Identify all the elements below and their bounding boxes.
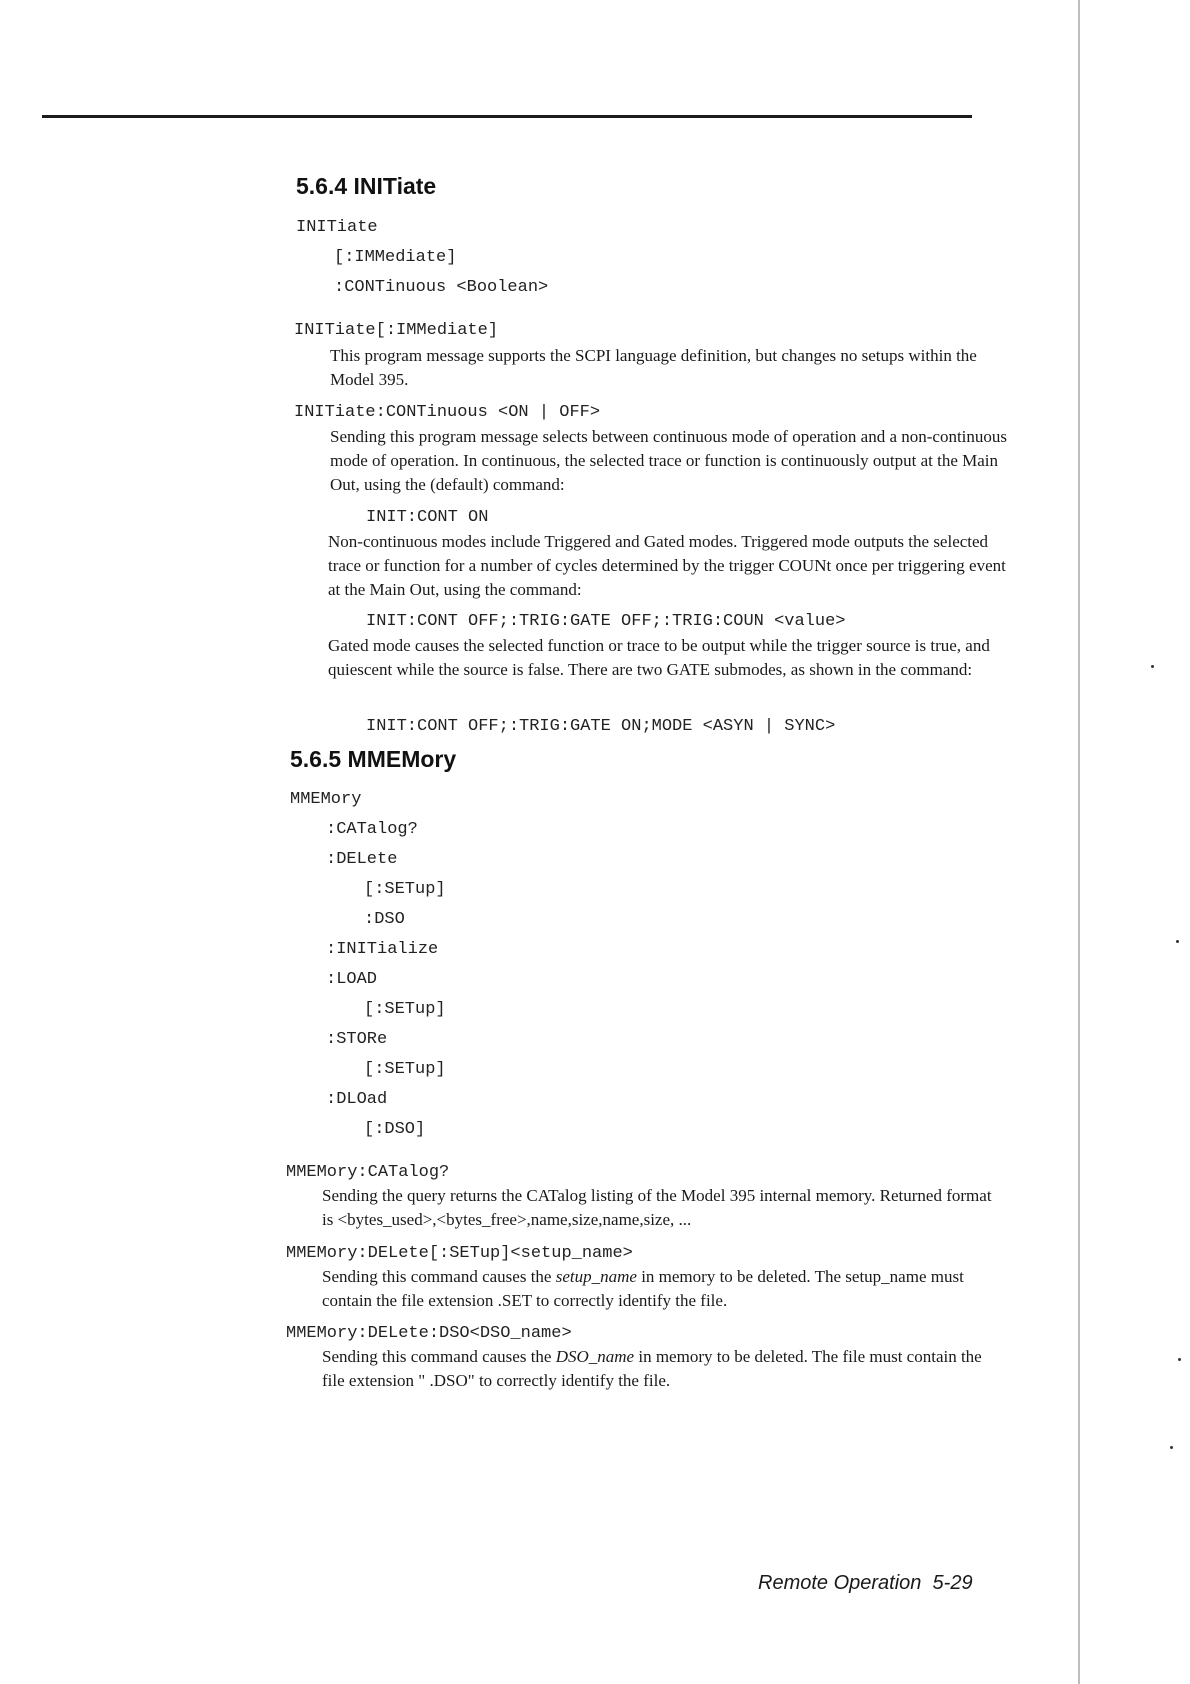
- tree-node-immediate: [:IMMediate]: [334, 248, 457, 267]
- tree-root-initiate: INITiate: [296, 218, 378, 237]
- command-initiate-continuous: INITiate:CONTinuous <ON | OFF>: [294, 403, 601, 422]
- tree-node-catalog: :CATalog?: [326, 820, 418, 839]
- description-continuous-mode: Sending this program message selects between continuous mode of operation and a non-continuous mode of operation. In continuous, the selected trace or function is continuously output at the Main Out, using the (default) command:: [330, 427, 1008, 494]
- description-mmemory-delete-setup: [322, 1265, 1002, 1313]
- tree-node-delete-dso: :DSO: [364, 910, 405, 929]
- scan-speck: [1151, 665, 1154, 668]
- setup-name-term: setup_name: [555, 1267, 637, 1286]
- example-triggered-command: INIT:CONT OFF;:TRIG:GATE OFF;:TRIG:COUN <value>: [366, 612, 846, 631]
- description-text: Sending this command causes the: [322, 1267, 556, 1286]
- tree-node-delete-setup: [:SETup]: [364, 880, 446, 899]
- binding-edge: [1078, 0, 1080, 1684]
- description-triggered-mode: Non-continuous modes include Triggered and Gated modes. Triggered mode outputs the selected trace or function for a number of cycles determined by the trigger COUNt once per triggering event at the Main Out, using the command:: [328, 532, 1006, 599]
- tree-root-mmemory: MMEMory: [290, 790, 362, 809]
- tree-node-dload: :DLOad: [326, 1090, 388, 1109]
- section-heading-initiate: 5.6.4 INITiate: [296, 173, 437, 199]
- tree-node-store: :STORe: [326, 1030, 388, 1049]
- tree-node-load: :LOAD: [326, 970, 378, 989]
- description-initiate-immediate: This program message supports the SCPI language definition, but changes no setups within the Model 395.: [330, 346, 977, 389]
- example-gated-command: INIT:CONT OFF;:TRIG:GATE ON;MODE <ASYN | SYNC>: [366, 717, 836, 736]
- description-mmemory-catalog: Sending the query returns the CATalog listing of the Model 395 internal memory. Returned format is <bytes_used>,<bytes_free>,name,size,name,size, ...: [322, 1186, 992, 1229]
- dso-name-term: DSO_name: [555, 1347, 635, 1366]
- description-text: Sending this command causes the: [322, 1347, 556, 1366]
- tree-node-continuous: :CONTinuous <Boolean>: [334, 278, 549, 297]
- tree-node-store-setup: [:SETup]: [364, 1060, 446, 1079]
- command-initiate-immediate: INITiate[:IMMediate]: [294, 321, 499, 340]
- footer: [758, 1572, 973, 1595]
- command-mmemory-delete-dso: MMEMory:DELete:DSO<DSO_name>: [286, 1324, 572, 1343]
- page-number: 5-29: [932, 1572, 973, 1594]
- section-heading-mmemory: 5.6.5 MMEMory: [290, 746, 457, 772]
- tree-node-initialize: :INITialize: [326, 940, 439, 959]
- example-init-cont-on: INIT:CONT ON: [366, 508, 489, 527]
- command-mmemory-catalog: MMEMory:CATalog?: [286, 1163, 450, 1182]
- description-gated-mode: Gated mode causes the selected function or trace to be output while the trigger source is true, and quiescent while the source is false. There are two GATE submodes, as shown in the command:: [328, 636, 990, 679]
- scan-speck: [1178, 1358, 1181, 1361]
- tree-node-delete: :DELete: [326, 850, 398, 869]
- footer-section: Remote Operation: [758, 1572, 922, 1594]
- command-mmemory-delete-setup: MMEMory:DELete[:SETup]<setup_name>: [286, 1244, 633, 1263]
- scan-speck: [1176, 940, 1179, 943]
- description-text: in memory to be deleted. The file must contain the file extension " .DSO" to correctly identify the file.: [322, 1347, 982, 1390]
- tree-node-dload-dso: [:DSO]: [364, 1120, 426, 1139]
- header-rule: [42, 115, 972, 118]
- description-mmemory-delete-dso: [322, 1345, 1002, 1393]
- description-text: in memory to be deleted. The setup_name must contain the file extension .SET to correctly identify the file.: [322, 1267, 964, 1310]
- tree-node-load-setup: [:SETup]: [364, 1000, 446, 1019]
- scan-speck: [1170, 1446, 1173, 1449]
